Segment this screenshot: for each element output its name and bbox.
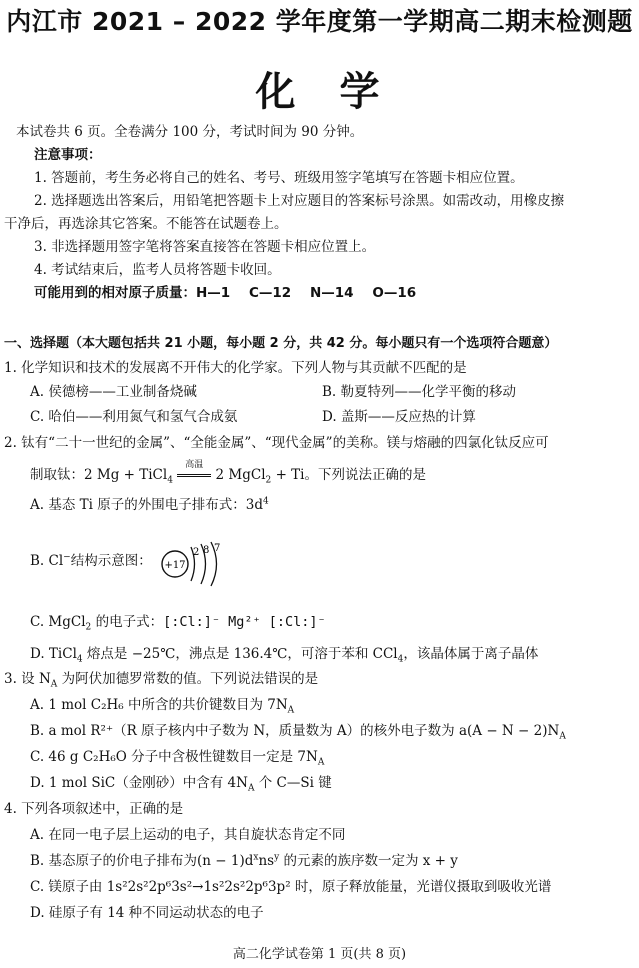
q3-stem [4,670,318,688]
q2-stem-suffix: + Ti。下列说法正确的是 [271,467,426,483]
note-1: 1. 答题前，考生务必将自己的姓名、考号、班级用签字笔填写在答题卡相应位置。 [34,170,524,186]
q3-option-d: D. 1 mol SiC（金刚砂）中含有 $4N_A$ 个 C—Si 键 [30,775,332,794]
q3-stem-sub: A [50,679,58,690]
note-3: 3. 非选择题用签字笔将答案直接答在答题卡相应位置上。 [34,239,376,255]
q3-option-b-text: B. a mol R²⁺（R 原子核内中子数为 N，质量数为 A）的核外电子数为 a(A − N − 2)N [30,723,560,739]
q4-stem: 4. 下列各项叙述中，正确的是 [4,801,184,817]
q1-option-a: A. 侯德榜——工业制备烧碱 [30,384,197,400]
q2-option-b-sup: − [63,552,71,563]
q4-option-a: A. 在同一电子层上运动的电子，其自旋状态肯定不同 [30,827,346,843]
q2-option-a-sup: 4 [262,496,269,507]
q2-option-b-suffix: 结构示意图： [70,553,152,569]
q2-stem-2: 制取钛：2 Mg + TiCl$_4$ 高温 2 MgCl$_2$ + Ti。下列说法正确的是 [30,466,426,484]
q2-option-c-mid: 的电子式： [91,614,164,630]
q2-option-c-prefix: C. MgCl [30,614,86,630]
q2-option-a-text: A. 基态 Ti 原子的外围电子排布式：3d [30,497,263,513]
intro-line: 本试卷共 6 页。全卷满分 100 分，考试时间为 90 分钟。 [16,124,364,140]
nucleus-charge: +17 [164,560,186,571]
notes-title: 注意事项： [34,147,102,163]
page-footer: 高二化学试卷第 1 页(共 8 页) [232,947,407,962]
q2-products: 2 MgCl [215,467,266,483]
q2-option-d: D. TiCl$_4$ 熔点是 −25℃，沸点是 136.4℃，可溶于苯和 CCl$_4$，该晶体属于离子晶体 [30,646,539,665]
q1-option-b: B. 勒夏特列——化学平衡的移动 [322,384,517,400]
q4-option-d: D. 硅原子有 14 种不同运动状态的电子 [30,905,264,921]
q2-option-b [30,552,152,570]
section-heading: 一、选择题（本大题包括共 21 小题，每小题 2 分，共 42 分。每小题只有一个选项符合题意） [4,336,558,351]
q3-option-b: B. a mol R²⁺（R 原子核内中子数为 N，质量数为 A）的核外电子数为 $a(A - N - 2)N_A$ [30,723,566,742]
q3-stem-prefix: 3. 设 N [4,671,51,687]
q4-option-b-mid: ns [258,853,275,869]
q3-stem-suffix: 为阿伏加德罗常数的值。下列说法错误的是 [57,671,319,687]
shell-electrons-2: 8 [203,545,210,556]
mgcl2-electron-formula: [:Cl:]⁻ Mg²⁺ [:Cl:]⁻ [163,614,326,630]
atomic-mass-line [34,284,416,302]
atomic-mass-label: 可能用到的相对原子质量： [34,285,196,301]
exam-title: 内江市 2021 – 2022 学年度第一学期高二期末检测题 [6,7,633,36]
reaction-equals-sign [177,460,211,484]
chlorine-ion-structure-diagram [158,541,228,587]
q2-option-c: C. MgCl$_2$ 的电子式：[:Cl:]⁻ Mg²⁺ [:Cl:]⁻ [30,614,326,633]
q1-option-c: C. 哈伯——利用氮气和氢气合成氨 [30,409,238,425]
q3-option-a: A. 1 mol C₂H₆ 中所含的共价键数目为 $7N_A$ [30,697,295,716]
q4-option-b: B. 基态原子的价电子排布为$(n - 1)d^xns^y$ 的元素的族序数一定为 x + y [30,852,458,869]
q1-stem: 1. 化学知识和技术的发展离不开伟大的化学家。下列人物与其贡献不匹配的是 [4,360,467,376]
q2-option-d-mid: 熔点是 −25℃，沸点是 136.4℃，可溶于苯和 CCl [82,646,398,662]
shell-electrons-3: 7 [214,543,221,554]
q3-option-c: C. 46 g C₂H₆O 分子中含极性键数目一定是 $7N_A$ [30,749,325,768]
reaction-condition: 高温 [185,460,204,470]
q4-option-c: C. 镁原子由 1s²2s²2p⁶3s²→1s²2s²2p⁶3p² 时，原子释放能量，光谱仪摄取到吸收光谱 [30,879,552,895]
q3-option-c-text: C. 46 g C₂H₆O 分子中含极性键数目一定是 7N [30,749,318,765]
subject-title: 化学 [255,69,424,115]
atomic-mass-values: H—1 C—12 N—14 O—16 [196,285,417,301]
q4-option-b-suffix: 的元素的族序数一定为 x + y [279,853,458,869]
note-2b: 干净后，再选涂其它答案。不能答在试题卷上。 [4,216,288,232]
q2-option-d-prefix: D. TiCl [30,646,77,662]
q2-option-a [30,496,269,514]
q1-option-d: D. 盖斯——反应热的计算 [322,409,476,425]
note-2a: 2. 选择题选出答案后，用铅笔把答题卡上对应题目的答案标号涂黑。如需改动，用橡皮擦 [34,193,565,209]
note-4: 4. 考试结束后，监考人员将答题卡收回。 [34,262,281,278]
q2-option-b-text: B. Cl [30,553,64,569]
shell-electrons-1: 2 [193,547,200,558]
q2-reactants: 制取钛：2 Mg + TiCl [30,467,168,483]
q4-option-b-prefix: B. 基态原子的价电子排布为(n − 1)d [30,853,254,869]
q3-option-d-suffix: 个 C—Si 键 [254,775,332,791]
q3-option-d-prefix: D. 1 mol SiC（金刚砂）中含有 4N [30,775,248,791]
q3-option-a-text: A. 1 mol C₂H₆ 中所含的共价键数目为 7N [30,697,288,713]
q2-stem-1: 2. 钛有“二十一世纪的金属”、“全能金属”、“现代金属”的美称。镁与熔融的四氯化钛反应可 [4,435,549,451]
q2-option-d-suffix: ，该晶体属于离子晶体 [403,646,539,662]
